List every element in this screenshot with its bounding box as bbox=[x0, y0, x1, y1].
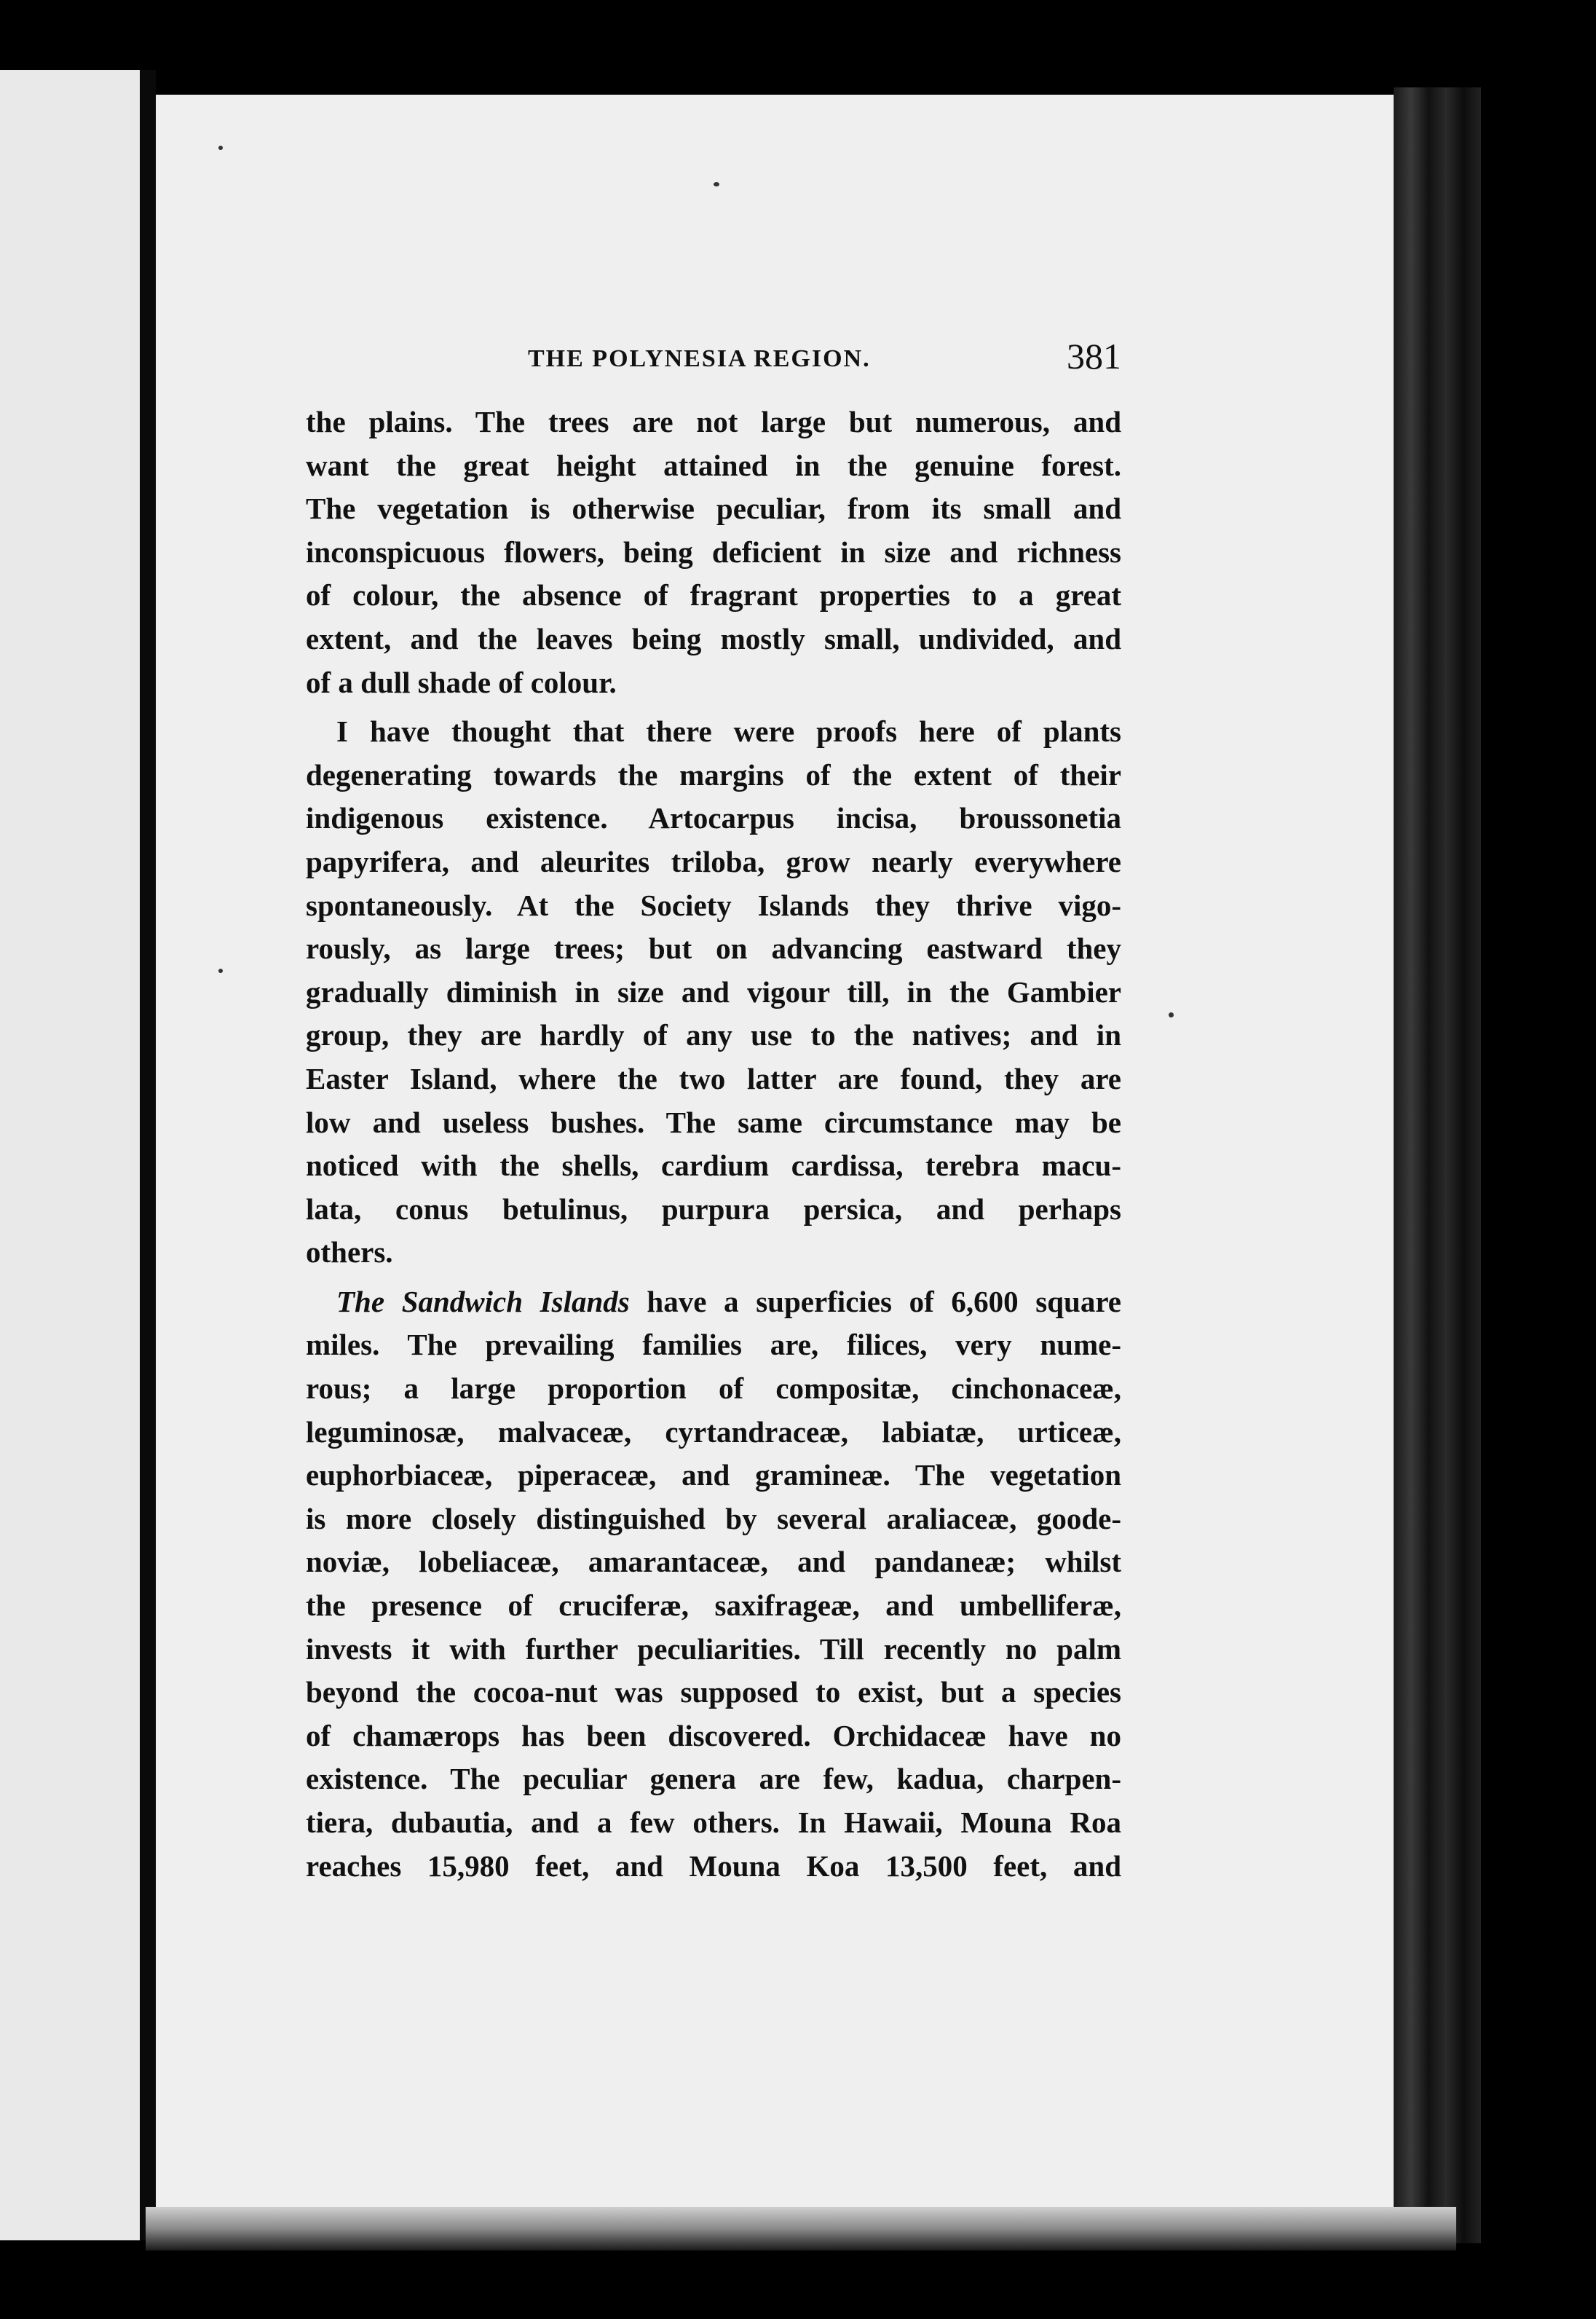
text-line: existence. The peculiar genera are few, kadua, charpen- bbox=[306, 1762, 1121, 1796]
text-line: degenerating towards the margins of the extent of their bbox=[306, 757, 1121, 792]
text-line: extent, and the leaves being mostly small, undivided, and bbox=[306, 621, 1121, 655]
text-line: group, they are hardly of any use to the natives; and in bbox=[306, 1018, 1121, 1052]
text-line: reaches 15,980 feet, and Mouna Koa 13,500 feet, and bbox=[306, 1848, 1121, 1883]
text-line: invests it with further peculiarities. Till recently no palm bbox=[306, 1631, 1121, 1666]
text-line: indigenous existence. Artocarpus incisa, broussonetia bbox=[306, 801, 1121, 835]
text-line: euphorbiaceæ, piperaceæ, and gramineæ. The vegetation bbox=[306, 1458, 1121, 1492]
text-line: the presence of cruciferæ, saxifrageæ, and umbelliferæ, bbox=[306, 1588, 1121, 1623]
text-line: papyrifera, and aleurites triloba, grow nearly everywhere bbox=[306, 844, 1121, 878]
text-line bbox=[306, 1280, 1121, 1324]
page-stack-edge bbox=[1394, 87, 1481, 2243]
text-line: others. bbox=[306, 1235, 393, 1269]
text-line: want the great height attained in the genuine forest. bbox=[306, 448, 1121, 482]
text-line: beyond the cocoa-nut was supposed to exist, but a species bbox=[306, 1675, 1121, 1709]
text-line: tiera, dubautia, and a few others. In Hawaii, Mouna Roa bbox=[306, 1806, 1121, 1839]
text-line: spontaneously. At the Society Islands they thrive vigo- bbox=[306, 888, 1121, 922]
body-text bbox=[306, 401, 1121, 1888]
text-line: miles. The prevailing families are, filices, very nume- bbox=[306, 1328, 1121, 1362]
scan-speck bbox=[218, 146, 223, 150]
scan-speck bbox=[1169, 1012, 1174, 1017]
italic-lead: The Sandwich Islands bbox=[336, 1284, 630, 1318]
book-gutter bbox=[140, 70, 156, 2240]
text-line: the plains. The trees are not large but numerous, and bbox=[306, 405, 1121, 438]
page-number: 381 bbox=[1067, 336, 1121, 377]
page-bottom-edge bbox=[146, 2207, 1456, 2251]
text-line: inconspicuous flowers, being deficient in size and richness bbox=[306, 535, 1121, 569]
text-line: leguminosæ, malvaceæ, cyrtandraceæ, labiatæ, urticeæ, bbox=[306, 1414, 1121, 1449]
text-line: low and useless bushes. The same circumstance may be bbox=[306, 1105, 1121, 1139]
text-line: I have thought that there were proofs here of plants bbox=[336, 714, 1121, 749]
scan-speck bbox=[714, 182, 719, 186]
text-line: lata, conus betulinus, purpura persica, and perhaps bbox=[306, 1192, 1121, 1226]
text-line: The vegetation is otherwise peculiar, from its small and bbox=[306, 492, 1121, 526]
text-line: is more closely distinguished by several araliaceæ, goode- bbox=[306, 1501, 1121, 1535]
facing-page-edge bbox=[0, 70, 146, 2240]
scan-speck bbox=[218, 969, 223, 973]
text-line: rous; a large proportion of compositæ, cinchonaceæ, bbox=[306, 1371, 1121, 1406]
text-line: of colour, the absence of fragrant properties to a great bbox=[306, 578, 1121, 613]
text-line: Easter Island, where the two latter are found, they are bbox=[306, 1061, 1121, 1095]
text-line: of chamærops has been discovered. Orchidaceæ have no bbox=[306, 1718, 1121, 1752]
page-header bbox=[320, 335, 1121, 393]
text-line: of a dull shade of colour. bbox=[306, 665, 617, 699]
first-line-rest: have a superficies of 6,600 square bbox=[629, 1284, 1121, 1318]
running-head: THE POLYNESIA REGION. bbox=[528, 345, 871, 372]
text-line: gradually diminish in size and vigour till, in the Gambier bbox=[306, 975, 1121, 1009]
text-line: noviæ, lobeliaceæ, amarantaceæ, and pandaneæ; whilst bbox=[306, 1545, 1121, 1579]
text-line: noticed with the shells, cardium cardissa, terebra macu- bbox=[306, 1149, 1121, 1183]
text-line: rously, as large trees; but on advancing eastward they bbox=[306, 932, 1121, 966]
